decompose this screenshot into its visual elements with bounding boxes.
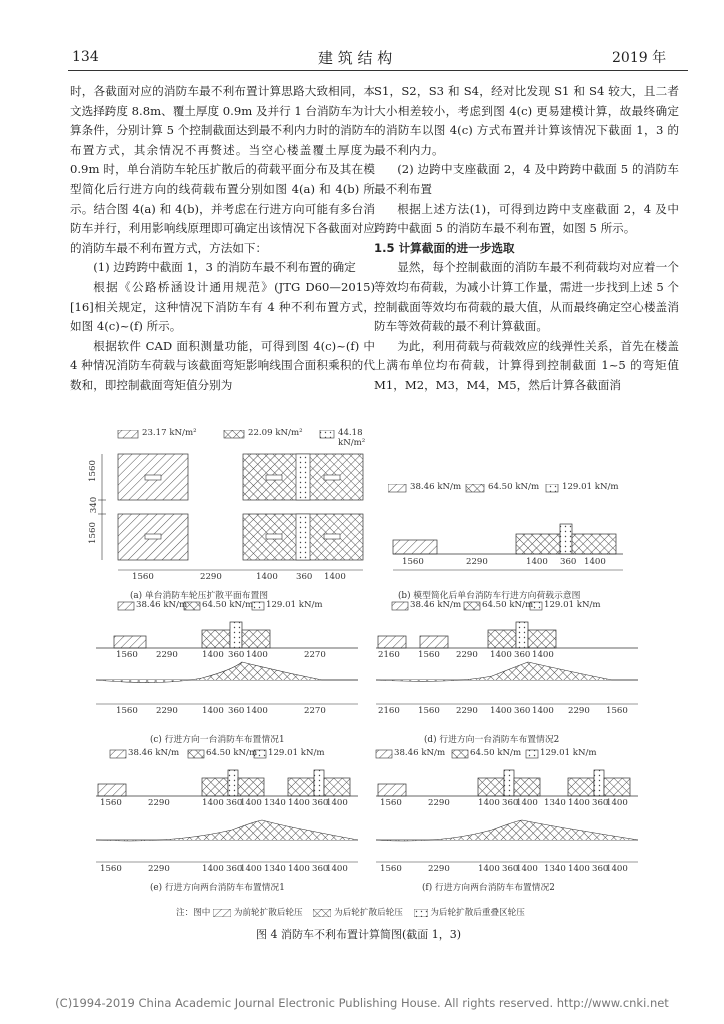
note-3: 为后轮扩散后重叠区轮压 — [430, 908, 525, 918]
dim-a-3: 1400 — [256, 572, 278, 582]
legend-c-label-1: 38.46 kN/m — [136, 600, 188, 610]
legend-a-label-2: 22.09 kN/m² — [248, 428, 303, 438]
dim-e-t4: 360 — [226, 798, 243, 808]
dim-c-t5: 1400 — [246, 650, 268, 660]
left-paragraph-1: 时，各截面对应的消防车最不利布置计算思路大致相同，本文选择跨度 8.8m、覆土厚度 0.9m 及并行 1 台消防车为计算条件，分别计算 5 个控制截面达到最不利内力时的消防车布置方式，其余情况不再赘述。当空心楼盖覆土厚度为 0.9m 时，单台消防车轮压扩散后的荷载平面分布及其在模型简化后行进方向的线荷载布置分别如图 4(a) 和 4(b) 所示。结合图 4(a) 和 4(b)，并考虑在行进方向可能有多台消防车并行，利用影响线原理即可确定出该情况下各截面对应的消防车最不利布置方式，方法如下： — [70, 84, 375, 255]
legend-c-label-2: 64.50 kN/m — [202, 600, 254, 610]
dim-d-b5: 360 — [514, 706, 531, 716]
dim-f-t6: 1340 — [544, 798, 566, 808]
legend-a-swatch-2 — [224, 430, 244, 438]
dim-f-t9: 1400 — [606, 798, 628, 808]
dim-f-b8: 360 — [592, 864, 609, 874]
dim-e-b5: 1400 — [240, 864, 262, 874]
dim-c-t1: 1560 — [116, 650, 138, 660]
caption-a: (a) 单台消防车轮压扩散平面布置图 — [130, 591, 269, 601]
dim-a-v-2: 340 — [89, 496, 100, 514]
figure-title: 图 4 消防车不利布置计算简图(截面 1，3) — [256, 928, 462, 941]
panel-e-drawing — [92, 748, 362, 878]
dim-d-b4: 1400 — [490, 706, 512, 716]
left-column — [70, 82, 375, 396]
dim-a-1: 1560 — [132, 572, 154, 582]
dim-f-t5: 1400 — [516, 798, 538, 808]
panel-d-drawing — [372, 600, 642, 720]
legend-f-label-2: 64.50 kN/m — [470, 748, 522, 758]
dim-d-t1: 2160 — [378, 650, 400, 660]
right-paragraph-5: 为此，利用荷载与荷载效应的线弹性关系，首先在楼盖上满布单位均布荷载，计算得到控制截面 1~5 的弯矩值 M1，M2，M3，M4，M5，然后计算各截面消 — [374, 338, 679, 392]
dim-a-5: 1400 — [324, 572, 346, 582]
dim-e-t8: 360 — [312, 798, 329, 808]
section-title: 1.5 计算截面的进一步选取 — [374, 240, 515, 255]
dim-d-t5: 360 — [514, 650, 531, 660]
dim-e-t6: 1340 — [264, 798, 286, 808]
dim-d-b8: 1560 — [606, 706, 628, 716]
dim-b-5: 1400 — [584, 557, 606, 567]
left-paragraph-4: 根据软件 CAD 面积测量功能，可得到图 4(c)~(f) 中 4 种情况消防车荷载与该截面弯矩影响线围合面积乘积的代数和，即控制截面弯矩值分别为 — [70, 338, 375, 392]
panel-a-drawing — [88, 430, 368, 590]
right-paragraph-2: (2) 边跨中支座截面 2，4 及中跨跨中截面 5 的消防车最不利布置 — [374, 162, 679, 196]
dim-d-t2: 1560 — [418, 650, 440, 660]
dim-d-b6: 1400 — [532, 706, 554, 716]
right-paragraph-3: 根据上述方法(1)，可得到边跨中支座截面 2，4 及中跨跨中截面 5 的消防车最不利布置，如图 5 所示。 — [374, 201, 679, 236]
dim-b-3: 1400 — [526, 557, 548, 567]
note-2: 为后轮扩散后轮压 — [334, 908, 403, 918]
dim-c-t3: 1400 — [202, 650, 224, 660]
figure-note — [176, 906, 525, 918]
dim-e-t7: 1400 — [288, 798, 310, 808]
dim-c-b1: 1560 — [116, 706, 138, 716]
dim-e-b4: 360 — [226, 864, 243, 874]
legend-d-label-3: 129.01 kN/m — [544, 600, 601, 610]
dim-e-b7: 1400 — [288, 864, 310, 874]
dim-c-t4: 360 — [228, 650, 245, 660]
dim-e-t2: 2290 — [148, 798, 170, 808]
panel-d — [372, 600, 642, 720]
left-paragraph-2: (1) 边跨跨中截面 1，3 的消防车最不利布置的确定 — [93, 260, 356, 275]
dim-f-b7: 1400 — [568, 864, 590, 874]
dim-f-b4: 360 — [502, 864, 519, 874]
legend-d-label-2: 64.50 kN/m — [482, 600, 534, 610]
legend-a-swatch-3 — [320, 430, 334, 438]
right-column — [374, 82, 679, 396]
dim-a-v-1: 1560 — [87, 460, 98, 482]
note-swatch-2 — [313, 909, 331, 917]
dim-d-t6: 1400 — [532, 650, 554, 660]
header-rule — [68, 70, 688, 71]
note-swatch-1 — [213, 909, 231, 917]
dim-e-t9: 1400 — [326, 798, 348, 808]
dim-d-b1: 2160 — [378, 706, 400, 716]
dim-f-b2: 2290 — [428, 864, 450, 874]
dim-b-1: 1560 — [402, 557, 424, 567]
panel-f-drawing — [372, 748, 642, 878]
dim-c-t6: 2270 — [304, 650, 326, 660]
legend-a-swatch-1 — [118, 430, 138, 438]
dim-e-b8: 360 — [312, 864, 329, 874]
panel-e — [92, 748, 362, 878]
panel-f — [372, 748, 642, 878]
dim-f-b5: 1400 — [516, 864, 538, 874]
note-swatch-3 — [414, 909, 428, 917]
caption-c: (c) 行进方向一台消防车布置情况1 — [150, 735, 285, 745]
journal-name: 建 筑 结 构 — [318, 49, 393, 67]
dim-d-b2: 1560 — [418, 706, 440, 716]
legend-e-label-2: 64.50 kN/m — [206, 748, 258, 758]
dim-e-b9: 1400 — [326, 864, 348, 874]
dim-f-t8: 360 — [592, 798, 609, 808]
dim-b-2: 2290 — [466, 557, 488, 567]
caption-b: (b) 模型简化后单台消防车行进方向荷载示意图 — [398, 591, 581, 601]
panel-c — [92, 600, 362, 720]
legend-b-label-1: 38.46 kN/m — [410, 482, 462, 492]
dim-f-b9: 1400 — [606, 864, 628, 874]
note-1: 为前轮扩散后轮压 — [233, 908, 303, 918]
dim-b-4: 360 — [560, 557, 577, 567]
dim-e-t5: 1400 — [240, 798, 262, 808]
caption-e: (e) 行进方向两台消防车布置情况1 — [150, 883, 285, 893]
journal-year: 2019 年 — [612, 50, 667, 66]
dim-e-b1: 1560 — [100, 864, 122, 874]
dim-d-t3: 2290 — [456, 650, 478, 660]
dim-c-b2: 2290 — [156, 706, 178, 716]
dim-e-b2: 2290 — [148, 864, 170, 874]
dim-d-b7: 2290 — [568, 706, 590, 716]
right-paragraph-1: S1，S2，S3 和 S4，经对比发现 S1 和 S4 较大，且二者大小相差较小，考虑到图 4(c) 更易建模计算，故最终确定的消防车以图 4(c) 方式布置并计算该情况下截面 1，3 的最不利内力。 — [374, 84, 679, 157]
dim-c-b4: 360 — [228, 706, 245, 716]
page-footer: (C)1994-2019 China Academic Journal Electronic Publishing House. All rights reserved. http://www.cnki.net — [55, 996, 669, 1010]
right-paragraph-4: 显然，每个控制截面的消防车最不利荷载均对应着一个等效均布荷载，为减小计算工作量，需进一步找到上述 5 个控制截面等效均布荷载的最大值，从而最终确定空心楼盖消防车等效荷载的最不利计算截面。 — [374, 260, 679, 334]
caption-d: (d) 行进方向一台消防车布置情况2 — [424, 735, 560, 745]
legend-c-label-3: 129.01 kN/m — [266, 600, 323, 610]
dim-c-t2: 2290 — [156, 650, 178, 660]
dim-c-b3: 1400 — [202, 706, 224, 716]
panel-a — [88, 430, 368, 590]
dim-d-t4: 1400 — [490, 650, 512, 660]
dim-f-t3: 1400 — [478, 798, 500, 808]
dim-e-b6: 1340 — [264, 864, 286, 874]
dim-e-b3: 1400 — [202, 864, 224, 874]
dim-a-4: 360 — [296, 572, 313, 582]
left-paragraph-3: 根据《公路桥涵设计通用规范》(JTG D60—2015)[16]相关规定，这种情况下消防车有 4 种不利布置方式，如图 4(c)~(f) 所示。 — [70, 279, 375, 334]
panel-b — [388, 484, 638, 574]
dim-a-v-3: 1560 — [87, 522, 98, 544]
caption-f: (f) 行进方向两台消防车布置情况2 — [422, 883, 555, 893]
legend-e-label-1: 38.46 kN/m — [128, 748, 180, 758]
page-number: 134 — [72, 49, 99, 65]
dim-f-t4: 360 — [502, 798, 519, 808]
dim-f-b6: 1340 — [544, 864, 566, 874]
dim-e-t1: 1560 — [100, 798, 122, 808]
panel-c-drawing — [92, 600, 362, 720]
legend-a-label-1: 23.17 kN/m² — [142, 428, 197, 438]
dim-c-b5: 1400 — [246, 706, 268, 716]
note-prefix: 注：图中 — [176, 908, 211, 918]
dim-d-b3: 2290 — [456, 706, 478, 716]
dim-f-t2: 2290 — [428, 798, 450, 808]
dim-c-b6: 2270 — [304, 706, 326, 716]
legend-f-label-1: 38.46 kN/m — [394, 748, 446, 758]
dim-a-2: 2290 — [200, 572, 222, 582]
dim-e-t3: 1400 — [202, 798, 224, 808]
legend-d-label-1: 38.46 kN/m — [410, 600, 462, 610]
legend-b-label-2: 64.50 kN/m — [488, 482, 540, 492]
dim-f-b3: 1400 — [478, 864, 500, 874]
dim-f-b1: 1560 — [380, 864, 402, 874]
legend-f-label-3: 129.01 kN/m — [540, 748, 597, 758]
legend-a-label-3: 44.18 kN/m² — [338, 428, 366, 448]
dim-f-t7: 1400 — [568, 798, 590, 808]
legend-b-label-3: 129.01 kN/m — [562, 482, 619, 492]
legend-e-label-3: 129.01 kN/m — [268, 748, 325, 758]
dim-f-t1: 1560 — [380, 798, 402, 808]
